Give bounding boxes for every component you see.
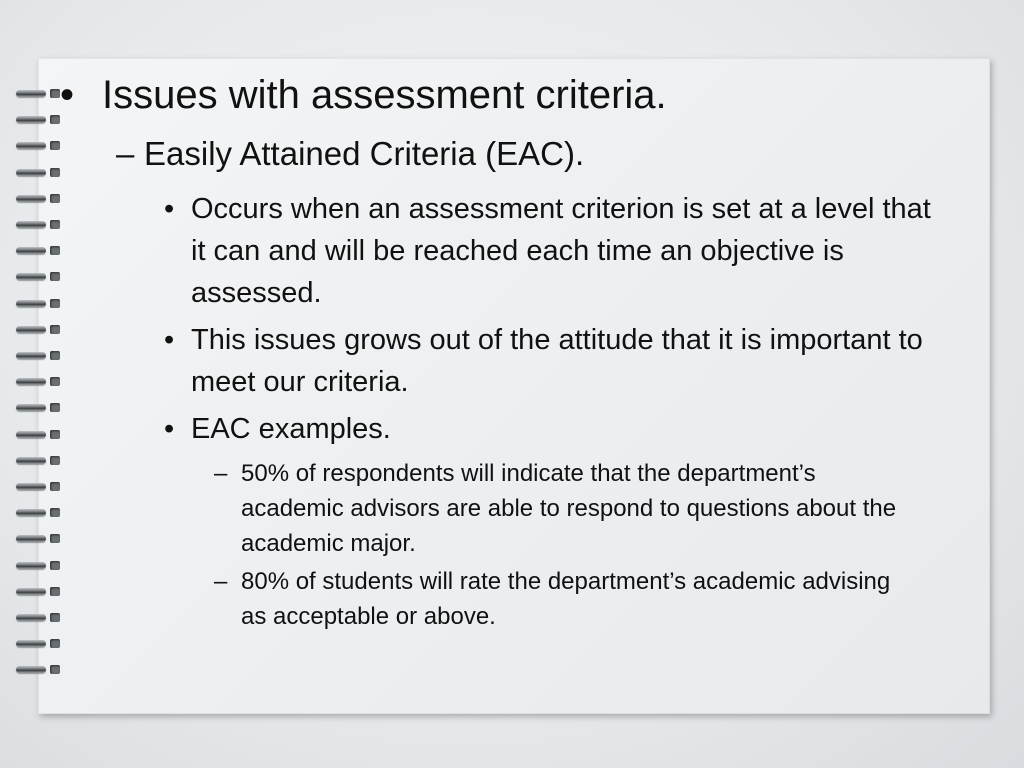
coil-wire xyxy=(16,352,46,359)
coil-wire xyxy=(16,169,46,176)
punch-hole xyxy=(50,220,60,229)
coil-wire xyxy=(16,90,46,97)
coil-wire xyxy=(16,535,46,542)
spiral-coil-icon xyxy=(14,271,62,283)
punch-hole xyxy=(50,665,60,674)
bullet-point xyxy=(164,319,944,403)
coil-wire xyxy=(16,273,46,280)
punch-hole xyxy=(50,482,60,491)
coil-wire xyxy=(16,221,46,228)
punch-hole xyxy=(50,351,60,360)
spiral-coil-icon xyxy=(14,350,62,362)
coil-wire xyxy=(16,247,46,254)
example-text: 80% of students will rate the department’s academic advising as acceptable or above. xyxy=(241,568,891,630)
coil-wire xyxy=(16,562,46,569)
spiral-coil-icon xyxy=(14,245,62,257)
spiral-coil-icon xyxy=(14,219,62,231)
spiral-coil-icon xyxy=(14,114,62,126)
dash-icon: – xyxy=(214,568,228,595)
dash-icon: – xyxy=(214,460,228,487)
spiral-coil-icon xyxy=(14,167,62,179)
punch-hole xyxy=(50,613,60,622)
spiral-coil-icon xyxy=(14,455,62,467)
spiral-binding-icon xyxy=(14,88,66,698)
coil-wire xyxy=(16,588,46,595)
bullet-icon: • xyxy=(164,193,175,225)
punch-hole xyxy=(50,141,60,150)
spiral-coil-icon xyxy=(14,586,62,598)
punch-hole xyxy=(50,246,60,255)
spiral-coil-icon xyxy=(14,507,62,519)
punch-hole xyxy=(50,325,60,334)
coil-wire xyxy=(16,142,46,149)
spiral-coil-icon xyxy=(14,193,62,205)
coil-wire xyxy=(16,457,46,464)
spiral-coil-icon xyxy=(14,638,62,650)
bullet-point xyxy=(164,188,944,314)
punch-hole xyxy=(50,456,60,465)
spiral-coil-icon xyxy=(14,88,62,100)
spiral-coil-icon xyxy=(14,533,62,545)
punch-hole xyxy=(50,508,60,517)
bullet-point xyxy=(164,408,944,450)
coil-wire xyxy=(16,404,46,411)
spiral-coil-icon xyxy=(14,664,62,676)
example-item xyxy=(214,456,914,561)
bullet-icon: • xyxy=(60,73,75,117)
dash-icon: – xyxy=(116,135,135,172)
example-item xyxy=(214,564,914,634)
punch-hole xyxy=(50,403,60,412)
punch-hole xyxy=(50,299,60,308)
coil-wire xyxy=(16,509,46,516)
coil-wire xyxy=(16,195,46,202)
bullet-icon: • xyxy=(164,324,175,356)
coil-wire xyxy=(16,483,46,490)
spiral-coil-icon xyxy=(14,481,62,493)
bullet-icon: • xyxy=(164,413,175,445)
spiral-coil-icon xyxy=(14,429,62,441)
example-text: 50% of respondents will indicate that the department’s academic advisors are able to respond to questions about the academic major. xyxy=(241,460,897,557)
punch-hole xyxy=(50,561,60,570)
spiral-coil-icon xyxy=(14,612,62,624)
punch-hole xyxy=(50,115,60,124)
coil-wire xyxy=(16,378,46,385)
punch-hole xyxy=(50,534,60,543)
coil-wire xyxy=(16,326,46,333)
punch-hole xyxy=(50,272,60,281)
spiral-coil-icon xyxy=(14,324,62,336)
coil-wire xyxy=(16,300,46,307)
coil-wire xyxy=(16,666,46,673)
spiral-coil-icon xyxy=(14,560,62,572)
spiral-coil-icon xyxy=(14,298,62,310)
punch-hole xyxy=(50,89,60,98)
punch-hole xyxy=(50,430,60,439)
bullet-point-text: EAC examples. xyxy=(191,413,391,445)
slide-heading: Issues with assessment criteria. xyxy=(102,73,667,117)
punch-hole xyxy=(50,587,60,596)
coil-wire xyxy=(16,640,46,647)
bullet-point-text: Occurs when an assessment criterion is set at a level that it can and will be reached each time an objective is assessed. xyxy=(191,193,931,309)
slide-subheading: Easily Attained Criteria (EAC). xyxy=(144,135,585,172)
spiral-coil-icon xyxy=(14,140,62,152)
punch-hole xyxy=(50,377,60,386)
coil-wire xyxy=(16,431,46,438)
punch-hole xyxy=(50,168,60,177)
punch-hole xyxy=(50,639,60,648)
punch-hole xyxy=(50,194,60,203)
bullet-point-text: This issues grows out of the attitude that it is important to meet our criteria. xyxy=(191,324,923,398)
coil-wire xyxy=(16,614,46,621)
coil-wire xyxy=(16,116,46,123)
spiral-coil-icon xyxy=(14,376,62,388)
spiral-coil-icon xyxy=(14,402,62,414)
